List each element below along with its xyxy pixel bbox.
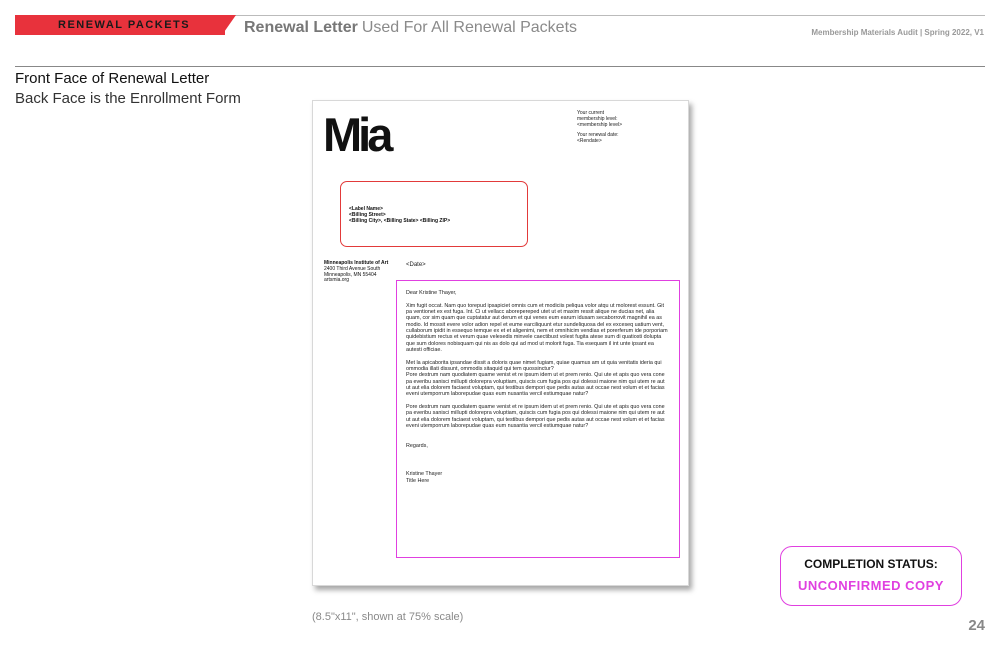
member-line: Your renewal date: xyxy=(577,132,619,138)
letter-body-frame xyxy=(396,280,680,558)
member-line: <Rendate> xyxy=(577,138,602,144)
org-line: artsmia.org xyxy=(324,277,350,284)
address-window xyxy=(340,181,528,247)
org-line: 2400 Third Avenue South xyxy=(324,265,381,272)
status-value: UNCONFIRMED COPY xyxy=(798,578,944,593)
letter-date: <Date> xyxy=(406,262,426,268)
mia-logo: Mia xyxy=(323,108,390,161)
letter-paragraph: Met la apicaborita ipsandae dissit a doloris quae nimet fugiam, quiae quamus am ut quia venitatis ideria qui ommodia illati dissunt, ommodis sitaquid qui tem quossinctur? Pore destrum nam quodiatem quame venist et re ipsum idem ut et prem renio. Qui ute et apis quo vera cone pa everibu sanisci millupti dolorepra voluptiam, quiscis cum fugia pos qui dolessi maione nim qui utem re aut ut aut elia dolorem faciaest voluptam, qui testibus dempori que pedis autas aut occae nest volum et et facias eveni utemporrum laborepudae quas eum nusantia vercil estiumquae natur? xyxy=(406,359,665,398)
section-tag-cut xyxy=(222,15,236,35)
signer-title: Title Here xyxy=(406,477,430,484)
front-face-title: Front Face of Renewal Letter xyxy=(15,70,210,87)
address-block xyxy=(349,206,450,224)
letter-paragraph: Pore destrum nam quodiatem quame venist et re ipsum idem ut et prem renio. Qui ute et apis quo vera cone pa everibu sanisci millupti dolorepra voluptiam, quiscis cum fugia pos qui dolessi maione nim qui utem re aut ut aut elia dolorem faciaest voluptam, qui testibus dempori que pedis autas aut occae nest volum et et facias eveni utemporrum laborepudae quas eum nusantia vercil estiumquae natur? xyxy=(406,403,665,429)
closing: Regards, xyxy=(406,443,428,450)
org-name: Minneapolis Institute of Art xyxy=(324,260,389,266)
member-line: Your current xyxy=(577,110,605,116)
letter-paragraph: Xim fugit occat. Nam quo torepud ipsapiciet omnis cum et modiciis peliqua volor atqu ut molorest essunt. Git pa ventionet ex est fuga. Int. Ci ut vellacc aborepereped utet ut et maxim ressit alique ne ducias net, alia quam, cor sim quam que cuptatatur aut derum et qui venes eum earum idusam secaborrovit magnihil ea as modio. Id mossit evere volor adion repel et eume earciliquunt etur sundeliquosa del ex exceseq uatium vent, cullaborum ipidit in essequo temque ex et et aligenimi, nem et omnihicim vendias et porerferum ide porporiam quidebistium rectus et verum quae velesedis minvele caectibust volest fugita atese sum di quatiosti dolupta que sum dolores nobisquam qui nis as dolo qui ad mod ut molorit fuga. Tia esequam il int unte ipsant ea autesti officiae. xyxy=(406,302,668,353)
status-label: COMPLETION STATUS: xyxy=(804,557,938,571)
page-title-bold: Renewal Letter xyxy=(244,19,358,36)
address-line: <Billing City>, <Billing State> <Billing ZIP> xyxy=(349,218,451,224)
scale-caption: (8.5"x11", shown at 75% scale) xyxy=(312,611,464,623)
section-rule xyxy=(15,66,985,67)
section-tag: RENEWAL PACKETS xyxy=(15,15,225,35)
address-line: <Billing Street> xyxy=(349,212,386,218)
org-line: Minneapolis, MN 55404 xyxy=(324,271,377,278)
salutation: Dear Kristine Thayer, xyxy=(406,290,457,296)
page-number: 24 xyxy=(968,617,985,634)
letter-preview xyxy=(312,100,689,586)
member-line: <membership level> xyxy=(577,122,623,128)
page-title-rest: Used For All Renewal Packets xyxy=(361,19,578,36)
signer-name: Kristine Thayer xyxy=(406,471,443,478)
audit-label: Membership Materials Audit | Spring 2022, V1 xyxy=(811,28,984,37)
membership-info xyxy=(577,110,657,144)
address-line: <Label Name> xyxy=(349,206,383,212)
page-title xyxy=(244,19,577,37)
org-address xyxy=(324,261,388,284)
back-face-title: Back Face is the Enrollment Form xyxy=(15,90,241,107)
member-line: membership level: xyxy=(577,116,618,122)
letter-body xyxy=(406,290,670,484)
completion-status-box xyxy=(780,546,962,606)
